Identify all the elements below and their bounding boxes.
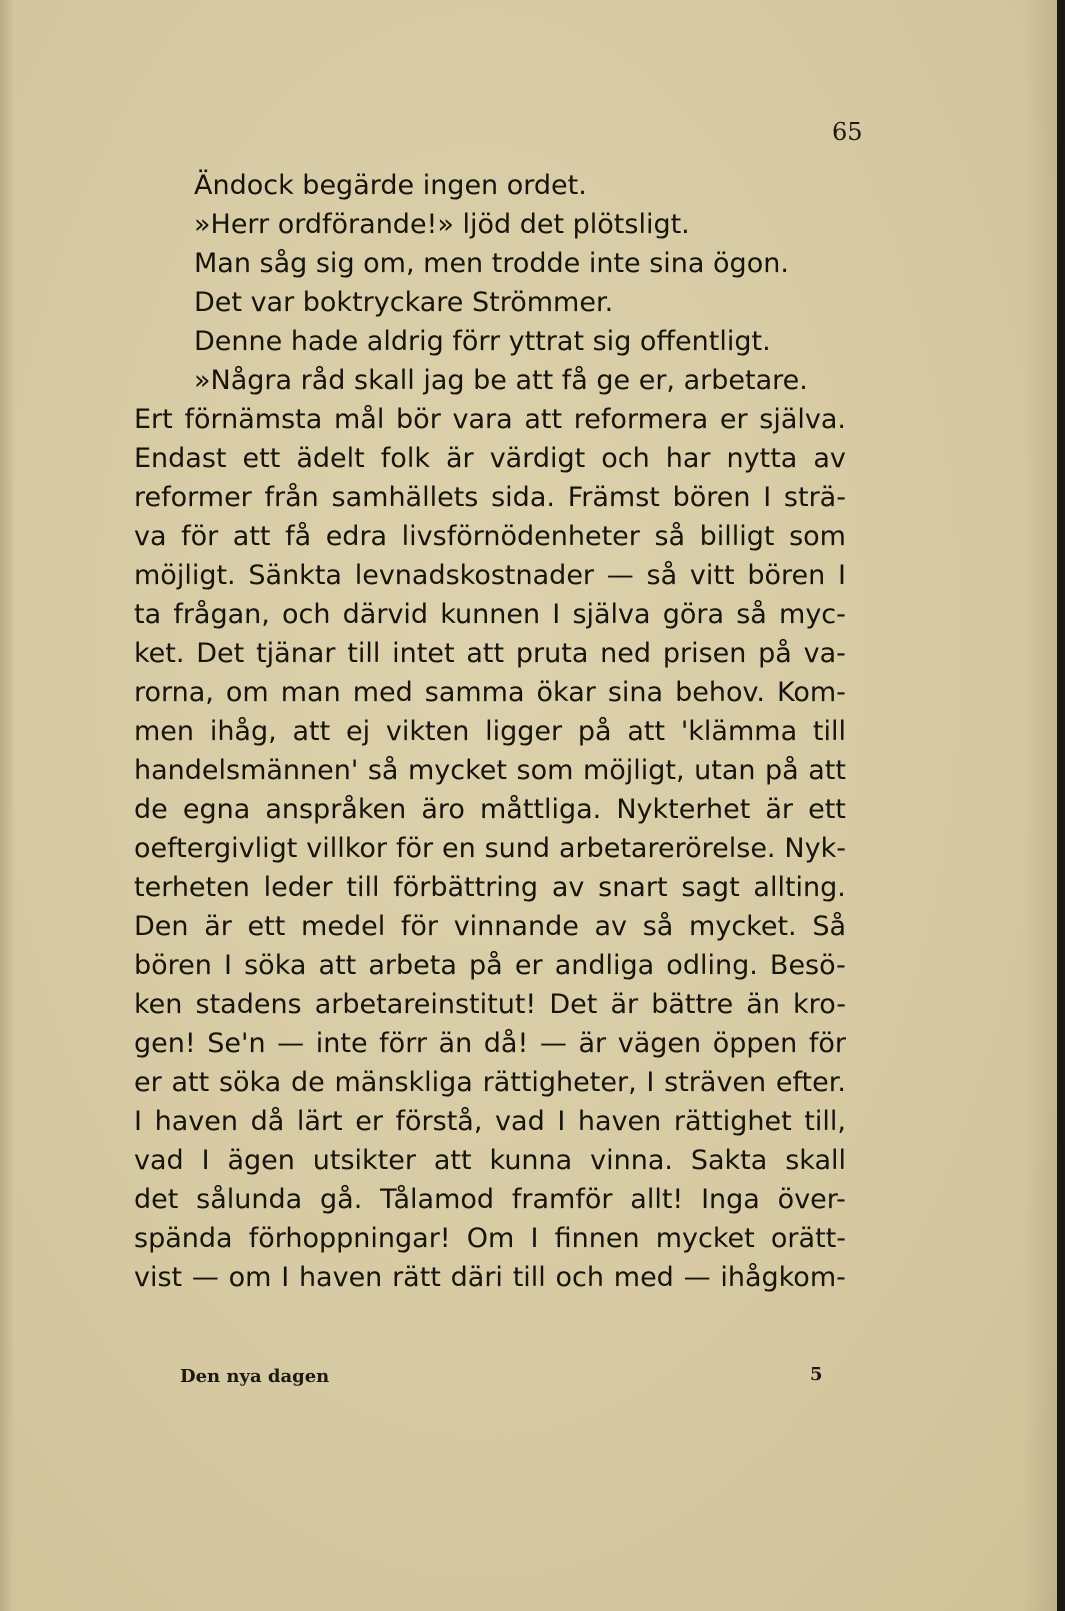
word: på [758, 638, 792, 669]
word: än [746, 989, 780, 1020]
word: vad [134, 1145, 184, 1176]
word: frågan, [173, 599, 270, 630]
word: bören [672, 482, 751, 513]
word: er [355, 1106, 383, 1137]
word: ligger [485, 716, 563, 747]
word: Endast [134, 443, 227, 474]
word: sina [607, 677, 664, 708]
word: bören [747, 560, 826, 591]
word: rätt [392, 1262, 441, 1293]
signature-number: 5 [810, 1364, 823, 1385]
word: kunnen [440, 599, 541, 630]
word: att [808, 755, 846, 786]
page-number: 65 [832, 118, 863, 146]
word: reformer [134, 482, 252, 513]
text-line [134, 478, 846, 517]
word: edra [325, 521, 388, 552]
word: att [292, 716, 331, 747]
word: allt! [630, 1184, 684, 1215]
word: till, [804, 1106, 846, 1137]
word: om [228, 1262, 272, 1293]
word: värdigt [489, 443, 586, 474]
word: vad [495, 1106, 545, 1137]
word: strä- [783, 482, 846, 513]
word: vinna. [590, 1145, 673, 1176]
word: gå. [320, 1184, 363, 1215]
word: äro [421, 794, 465, 825]
word: förstå, [395, 1106, 483, 1137]
word: haven [298, 1262, 383, 1293]
word: med [352, 677, 413, 708]
word: stadens [195, 989, 302, 1020]
word: finnen [554, 1223, 640, 1254]
word: andliga [554, 950, 655, 981]
word: vinnande [453, 911, 579, 942]
word: Besö- [769, 950, 846, 981]
word: än [438, 1028, 473, 1059]
text-line: Ändock begärde ingen ordet. [194, 170, 587, 201]
text-line [134, 1141, 846, 1180]
word: att [318, 950, 357, 981]
text-line: Denne hade aldrig förr yttrat sig offentligt. [194, 326, 771, 357]
text-line [134, 1102, 846, 1141]
word: oeftergivligt [134, 833, 298, 864]
word: I [552, 599, 561, 630]
word: Tålamod [380, 1184, 495, 1215]
word: rättigheter, [482, 1067, 637, 1098]
word: vara [452, 404, 513, 435]
word: lärt [296, 1106, 343, 1137]
word: då [250, 1106, 285, 1137]
word: för [181, 521, 219, 552]
word: vikten [385, 716, 470, 747]
word: I [530, 1223, 539, 1254]
word: I [201, 1145, 210, 1176]
word: leder [263, 872, 333, 903]
word: ned [600, 638, 652, 669]
word: er [134, 1067, 162, 1098]
word: om [225, 677, 269, 708]
word: bören [134, 950, 212, 981]
word: en [441, 833, 476, 864]
word: har [665, 443, 711, 474]
text-line: Det var boktryckare Strömmer. [194, 287, 614, 318]
word: odling. [666, 950, 758, 981]
word: rättighet [673, 1106, 792, 1137]
word: — [539, 1028, 567, 1059]
word: sträven [664, 1067, 767, 1098]
word: möjligt. [134, 560, 236, 591]
word: I [646, 1067, 655, 1098]
word: livsförnödenheter [401, 521, 640, 552]
word: att [466, 638, 505, 669]
word: till [346, 872, 380, 903]
word: folk [380, 443, 430, 474]
word: vägen [617, 1028, 702, 1059]
word: Den [134, 911, 189, 942]
word: är [204, 911, 232, 942]
word: är [446, 443, 474, 474]
word: så [642, 911, 674, 942]
word: möjligt, [582, 755, 685, 786]
word: och [601, 443, 650, 474]
word: på [469, 950, 503, 981]
text-line [134, 985, 846, 1024]
word: rorna, [134, 677, 214, 708]
word: tjänar [256, 638, 336, 669]
word: mycket. [689, 911, 797, 942]
word: är [610, 989, 639, 1020]
word: ett [808, 794, 846, 825]
word: till [512, 1262, 546, 1293]
word: men [134, 716, 195, 747]
word: att [232, 521, 271, 552]
word: snart [598, 872, 668, 903]
word: Inga [701, 1184, 760, 1215]
word: haven [154, 1106, 238, 1137]
text-line [134, 400, 846, 439]
word: att [524, 404, 563, 435]
word: mänskliga [334, 1067, 473, 1098]
word: ägen [227, 1145, 295, 1176]
word: måttliga. [479, 794, 602, 825]
word: och [282, 599, 331, 630]
word: behov. [675, 677, 765, 708]
word: förr [379, 1028, 427, 1059]
word: — [191, 1262, 219, 1293]
word: inte [315, 1028, 368, 1059]
word: själva. [759, 404, 846, 435]
word: Främst [567, 482, 660, 513]
text-line [134, 907, 846, 946]
word: man [280, 677, 341, 708]
word: som [789, 521, 846, 552]
word: förhoppningar! [248, 1223, 451, 1254]
word: ihåg, [209, 716, 277, 747]
word: sida. [491, 482, 555, 513]
text-line [134, 1180, 846, 1219]
word: däri [450, 1262, 503, 1293]
word: I [281, 1262, 290, 1293]
word: vist [134, 1262, 183, 1293]
text-line [134, 1258, 846, 1297]
word: gen! [134, 1028, 196, 1059]
page-left-edge [0, 0, 14, 1611]
word: I [763, 482, 772, 513]
word: I [134, 1106, 142, 1137]
word: prisen [662, 638, 747, 669]
word: öppen [712, 1028, 798, 1059]
text-line: »Herr ordförande!» ljöd det plötsligt. [194, 209, 690, 240]
word: reformera [573, 404, 709, 435]
word: er [719, 404, 748, 435]
word: samma [424, 677, 525, 708]
text-line: Man såg sig om, men trodde inte sina ögon. [194, 248, 789, 279]
word: efter. [775, 1067, 846, 1098]
word: av [551, 872, 585, 903]
text-line [134, 517, 846, 556]
word: ihågkom- [720, 1262, 846, 1293]
word: — [606, 560, 634, 591]
word: det [134, 1184, 179, 1215]
word: orätt- [770, 1223, 846, 1254]
signature-title: Den nya dagen [180, 1366, 330, 1387]
word: allting. [753, 872, 846, 903]
word: Det [196, 638, 245, 669]
text-line [134, 595, 846, 634]
word: Det [549, 989, 598, 1020]
word: terheten [134, 872, 250, 903]
word: utsikter [312, 1145, 416, 1176]
word: ta [134, 599, 162, 630]
text-line [134, 829, 846, 868]
word: söka [218, 1067, 282, 1098]
word: Kom- [776, 677, 846, 708]
word: I [224, 950, 232, 981]
word: I [837, 560, 846, 591]
word: för [400, 911, 439, 942]
text-line [134, 1219, 846, 1258]
word: I [557, 1106, 566, 1137]
text-line [134, 673, 846, 712]
word: på [577, 716, 612, 747]
word: arbetareinstitut! [314, 989, 537, 1020]
word: så [367, 755, 399, 786]
word: villkor [306, 833, 388, 864]
word: mycket [408, 755, 507, 786]
word: billigt [699, 521, 775, 552]
text-line [134, 712, 846, 751]
word: som [516, 755, 574, 786]
text-line: »Några råd skall jag be att få ge er, arbetare. [194, 365, 808, 396]
text-line [134, 946, 846, 985]
word: få [285, 521, 312, 552]
word: av [594, 911, 628, 942]
word: bättre [651, 989, 734, 1020]
word: spända [134, 1223, 233, 1254]
word: mycket [655, 1223, 755, 1254]
word: Nyk- [784, 833, 846, 864]
word: ökar [536, 677, 596, 708]
word: skall [785, 1145, 846, 1176]
word: levnadskostnader [354, 560, 595, 591]
word: sålunda [196, 1184, 303, 1215]
word: handelsmännen' [134, 755, 359, 786]
word: så [736, 599, 767, 630]
word: från [264, 482, 319, 513]
word: på [765, 755, 799, 786]
text-line [134, 439, 846, 478]
word: — [683, 1262, 711, 1293]
word: sagt [681, 872, 740, 903]
word: 'klämma [680, 716, 798, 747]
word: bör [396, 404, 441, 435]
word: av [813, 443, 846, 474]
word: Ert [134, 404, 173, 435]
word: därvid [342, 599, 429, 630]
text-line [134, 1024, 846, 1063]
word: va [134, 521, 167, 552]
word: utan [694, 755, 756, 786]
word: Om [466, 1223, 515, 1254]
word: för [395, 833, 434, 864]
word: söka [244, 950, 307, 981]
word: samhällets [331, 482, 479, 513]
word: själva [572, 599, 651, 630]
word: Nykterhet [616, 794, 751, 825]
word: är [578, 1028, 607, 1059]
word: arbetarerörelse. [558, 833, 776, 864]
word: Se'n [207, 1028, 266, 1059]
word: de [134, 794, 168, 825]
word: till [347, 638, 381, 669]
word: vitt [689, 560, 735, 591]
word: intet [392, 638, 455, 669]
word: göra [662, 599, 725, 630]
word: ett [242, 443, 281, 474]
word: att [627, 716, 666, 747]
word: Sänkta [248, 560, 342, 591]
word: haven [577, 1106, 662, 1137]
gutter-shadow [1023, 0, 1057, 1611]
word: och [555, 1262, 605, 1293]
word: — [277, 1028, 305, 1059]
word: för [808, 1028, 846, 1059]
word: med [613, 1262, 674, 1293]
word: er [514, 950, 543, 981]
word: ken [134, 989, 183, 1020]
word: kro- [793, 989, 846, 1020]
word: är [765, 794, 794, 825]
text-line [134, 790, 846, 829]
word: egna [182, 794, 251, 825]
body-text [134, 166, 846, 1297]
word: Sakta [690, 1145, 768, 1176]
word: då! [483, 1028, 529, 1059]
word: arbeta [368, 950, 457, 981]
word: nytta [726, 443, 798, 474]
word: förbättring [393, 872, 539, 903]
word: sund [484, 833, 551, 864]
word: ket. [134, 638, 185, 669]
word: pruta [515, 638, 589, 669]
text-line [134, 868, 846, 907]
word: ett [247, 911, 286, 942]
word: medel [301, 911, 386, 942]
text-line [134, 1063, 846, 1102]
word: att [433, 1145, 472, 1176]
word: så [654, 521, 686, 552]
text-line [134, 751, 846, 790]
text-line [134, 556, 846, 595]
word: va- [803, 638, 846, 669]
word: myc- [779, 599, 846, 630]
word: förnämsta [184, 404, 323, 435]
word: ädelt [296, 443, 365, 474]
word: ej [345, 716, 371, 747]
word: mål [333, 404, 385, 435]
word: över- [777, 1184, 846, 1215]
word: de [290, 1067, 325, 1098]
word: så [646, 560, 678, 591]
word: till [812, 716, 846, 747]
word: framför [511, 1184, 613, 1215]
word: kunna [489, 1145, 573, 1176]
binding-gutter [1057, 0, 1065, 1611]
text-line [134, 634, 846, 673]
word: att [171, 1067, 210, 1098]
word: anspråken [265, 794, 407, 825]
word: Så [812, 911, 846, 942]
